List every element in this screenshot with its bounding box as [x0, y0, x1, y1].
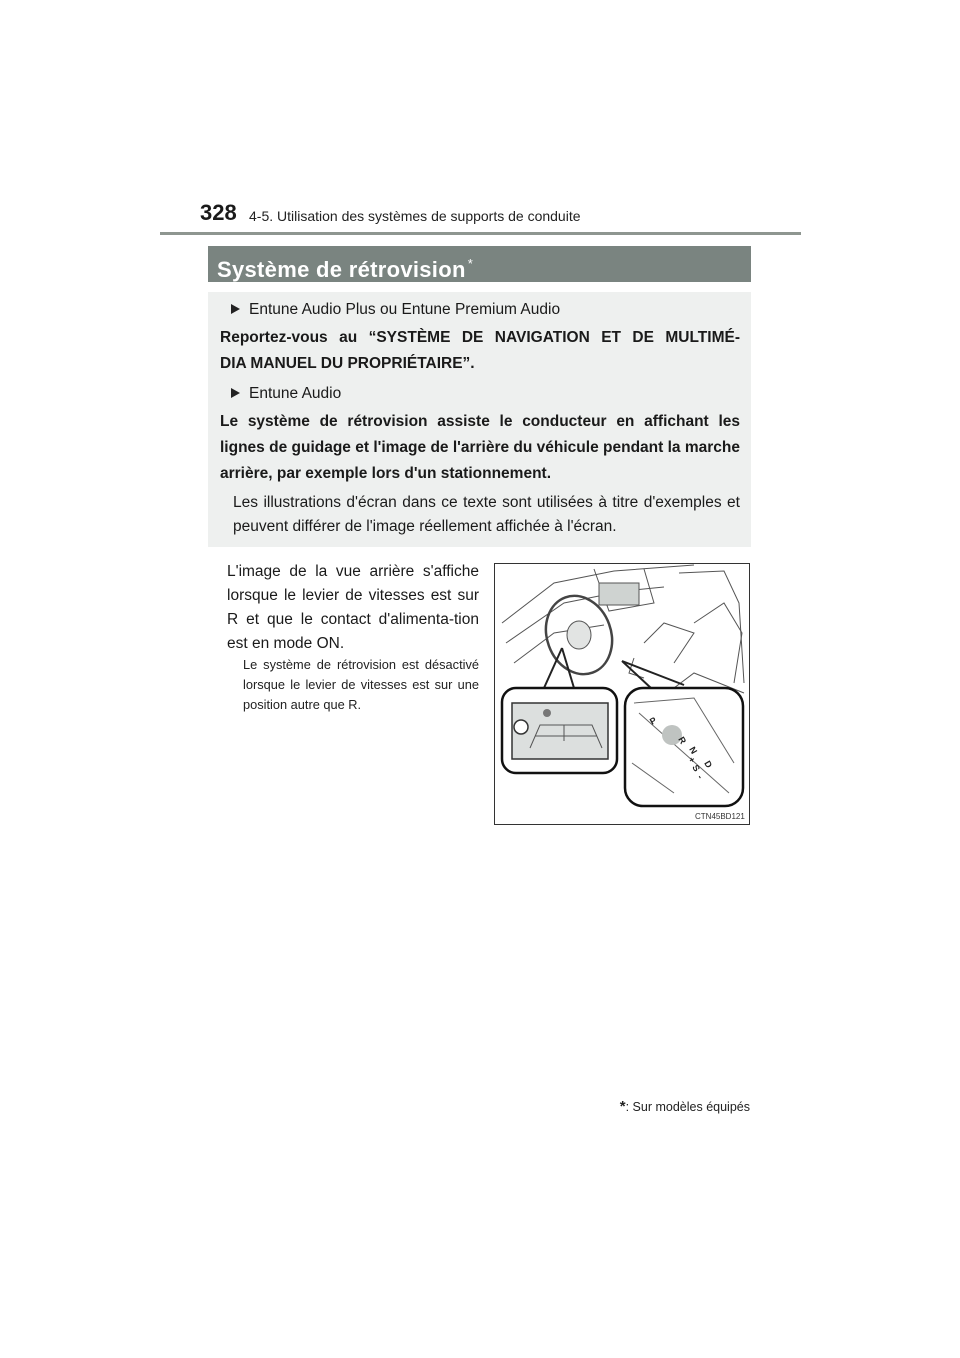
body-sub-text: Le système de rétrovision est désactivé lorsque le levier de vitesses est sur une position autre que R. [243, 657, 479, 712]
triangle-bullet-icon [231, 304, 240, 314]
gear-label-minus: - [695, 773, 706, 781]
reference-paragraph-line-2: DIA MANUEL DU PROPRIÉTAIRE”. [220, 355, 475, 372]
variant-heading-2 [220, 381, 740, 407]
gear-label-d: D [702, 759, 715, 770]
triangle-bullet-icon [231, 388, 240, 398]
gear-label-r: R [676, 735, 689, 746]
camera-knob-icon [514, 720, 528, 734]
gear-label-s: S [690, 763, 702, 774]
gear-label-n: N [687, 745, 700, 756]
gear-label-plus: + [686, 755, 698, 765]
reference-paragraph-line-1: Reportez-vous au “SYSTÈME DE NAVIGATION ET DE MULTIMÉ- [220, 329, 740, 346]
variant-label-1: Entune Audio Plus ou Entune Premium Audio [249, 301, 561, 318]
section-title: Système de rétrovision [217, 257, 466, 282]
footnote-asterisk: * [619, 1098, 626, 1115]
title-asterisk: * [467, 256, 474, 271]
description-paragraph: Le système de rétrovision assiste le conducteur en affichant les lignes de guidage et l'image de l'arrière du véhicule pendant la marche arrière, par exemple lors d'un stationnement. [220, 413, 740, 482]
running-head: 4-5. Utilisation des systèmes de supports de conduite [249, 208, 581, 224]
page-number: 328 [200, 200, 237, 225]
figure-code: CTN45BD121 [695, 812, 745, 821]
body-main-text: L'image de la vue arrière s'affiche lorsque le levier de vitesses est sur R et que le contact d'alimenta-tion est en mode ON. [227, 563, 479, 652]
illustration-note: Les illustrations d'écran dans ce texte sont utilisées à titre d'exemples et peuvent différer de l'image réellement affichée à l'écran. [233, 494, 740, 535]
gear-label-p: P [648, 715, 659, 727]
shift-lever-callout [625, 688, 743, 806]
variant-label-2: Entune Audio [249, 385, 342, 402]
info-box [208, 292, 751, 547]
header-rule [160, 232, 801, 235]
footnote [620, 1098, 750, 1115]
section-title-bar [208, 246, 751, 282]
rear-view-illustration [494, 563, 750, 825]
variant-heading-1 [220, 297, 740, 323]
footnote-text: : Sur modèles équipés [625, 1100, 750, 1114]
